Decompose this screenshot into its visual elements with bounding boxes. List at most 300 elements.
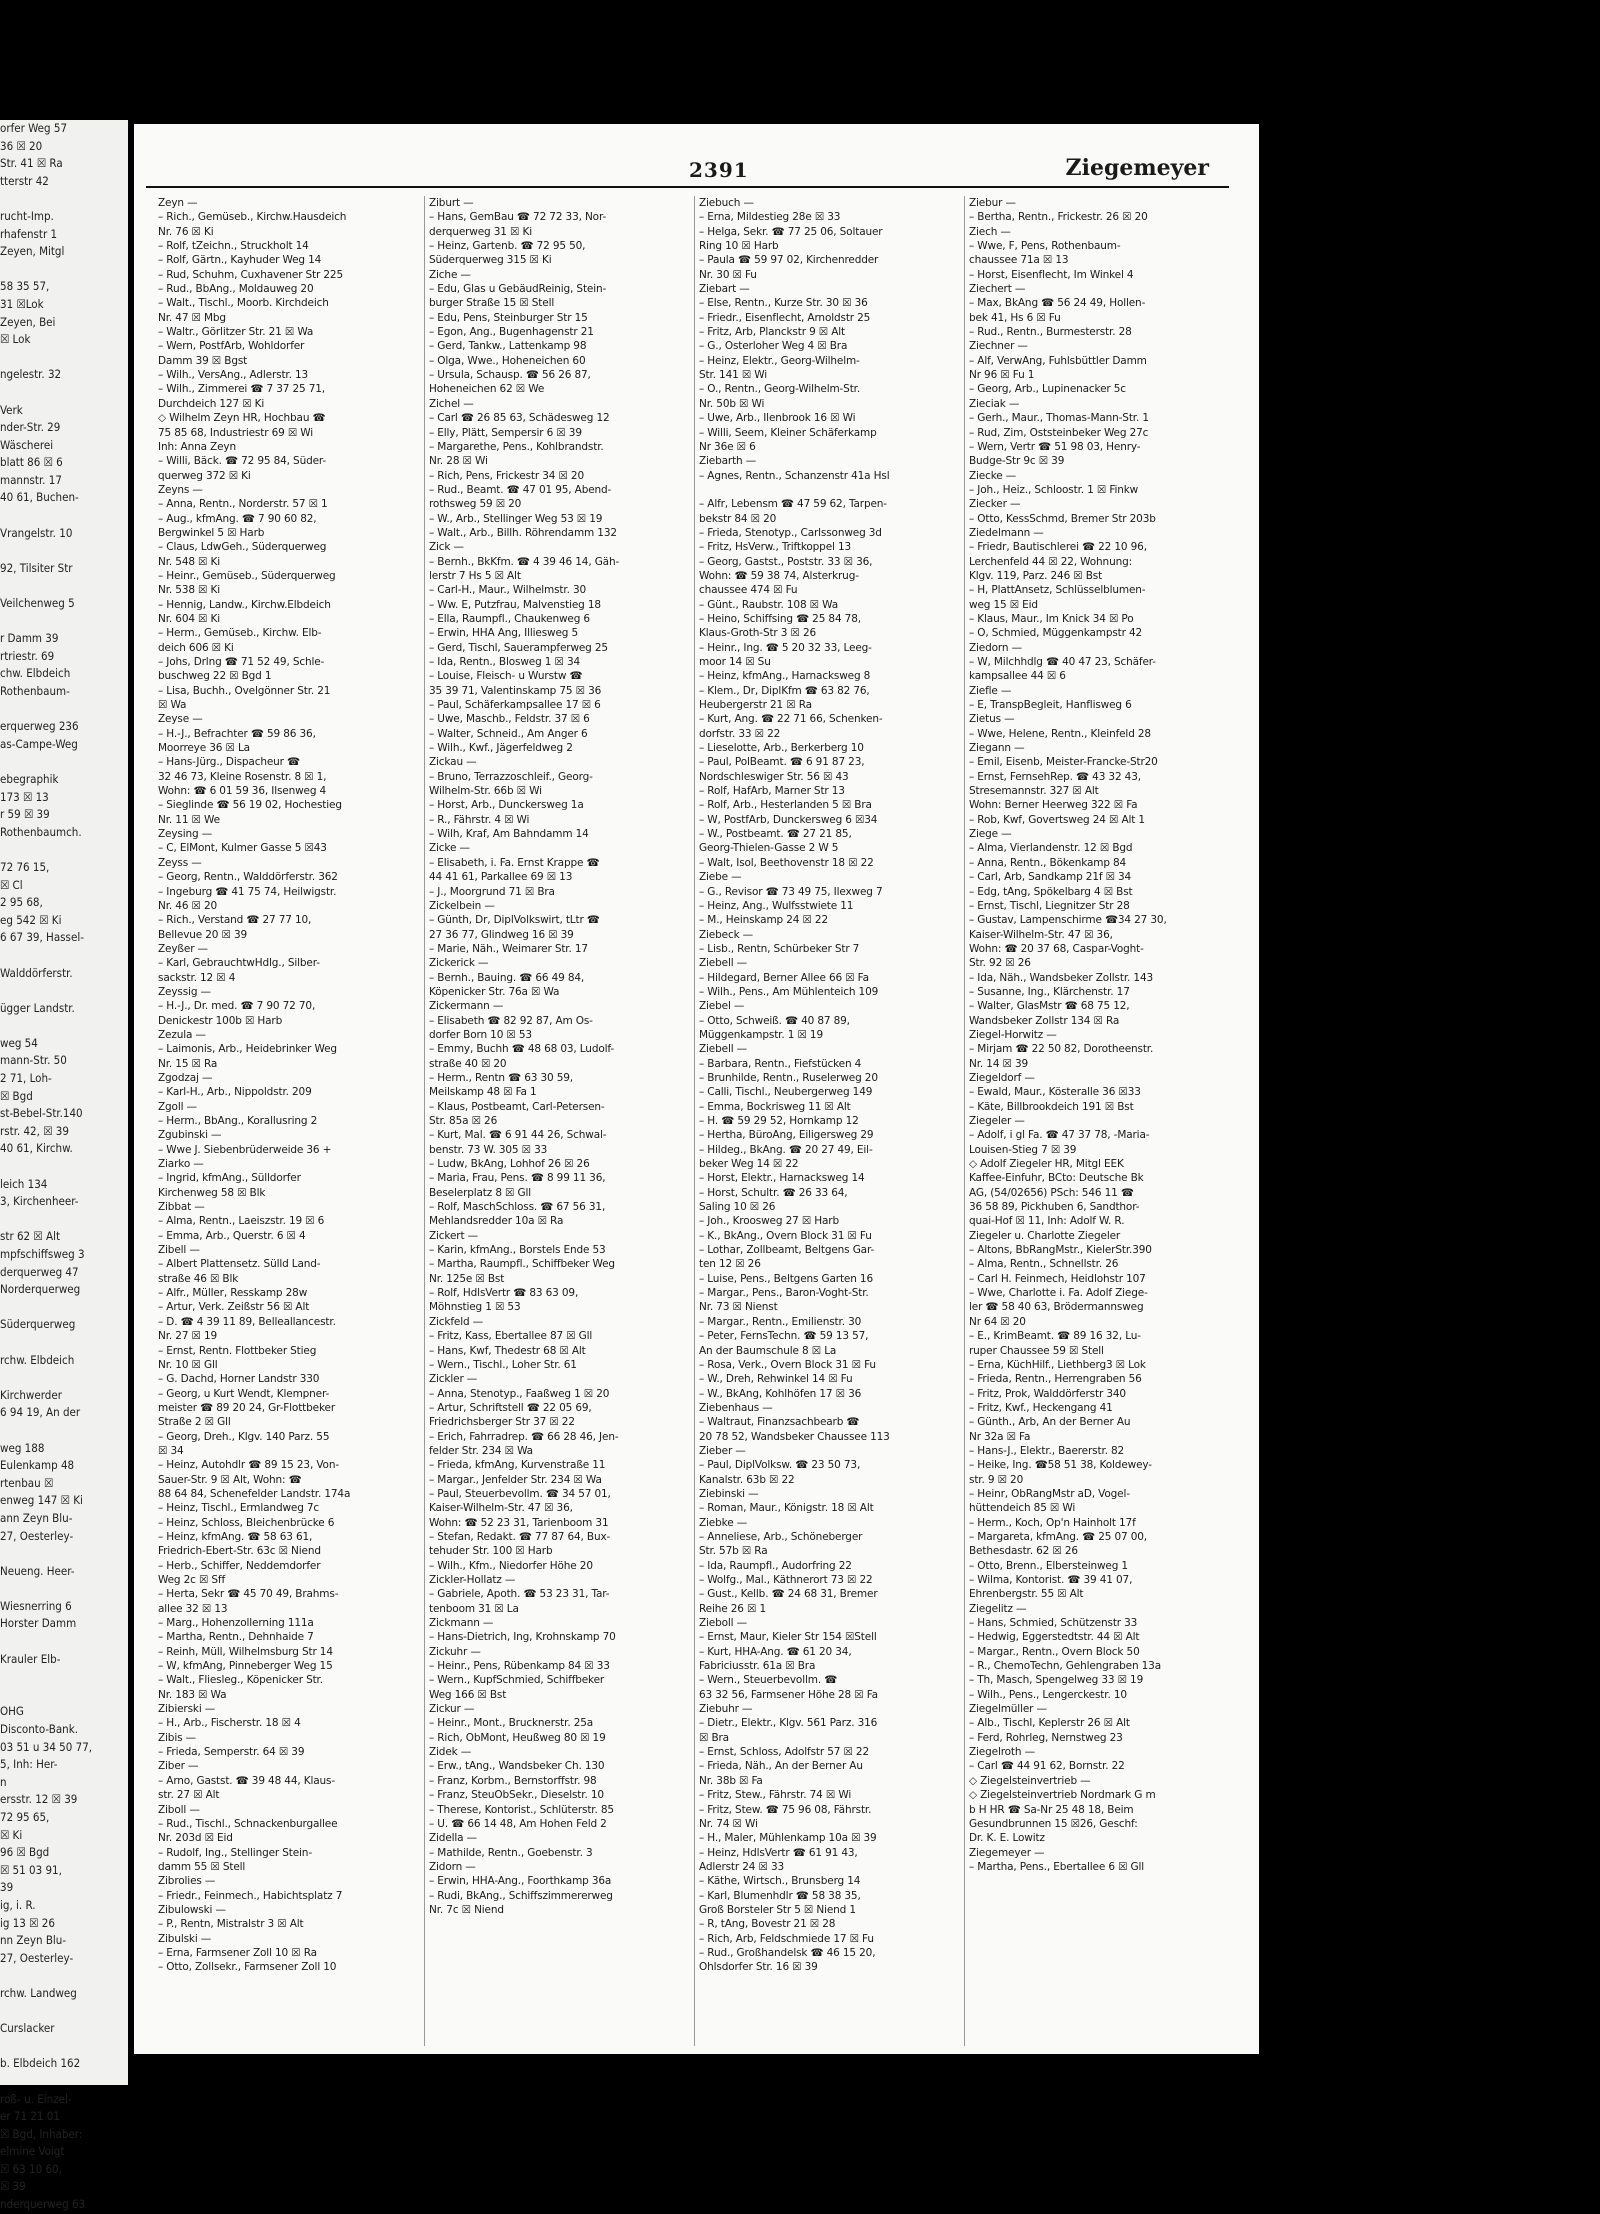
directory-entry: Nr. 30 ☒ Fu [699,268,757,281]
prev-page-line: 36 ☒ 20 [0,138,43,153]
directory-entry: – Georg, Gastst., Poststr. 33 ☒ 36, [699,555,873,568]
directory-entry: – Alb., Tischl, Keplerstr 26 ☒ Alt [969,1717,1130,1730]
directory-entry: – Agnes, Rentn., Schanzenstr 41a Hsl [699,469,890,482]
directory-entry: – Fritz, Stew. ☎ 75 96 08, Fährstr. [699,1803,872,1816]
directory-entry: Heubergerstr 21 ☒ Ra [699,699,812,712]
prev-page-line [0,1158,128,1176]
directory-entry: – Alma, Rentn., Laeiszstr. 19 ☒ 6 [158,1215,325,1228]
directory-entry: Louisen-Stieg 7 ☒ 39 [969,1143,1077,1156]
prev-page-line: ☒ 39 [0,2179,26,2194]
directory-entry: – Wilh., Kfm., Niedorfer Höhe 20 [429,1559,593,1572]
directory-entry: Dr. K. E. Lowitz [969,1832,1045,1845]
directory-entry: – Bernh., BkKfm. ☎ 4 39 46 14, Gäh- [429,555,620,568]
directory-entry: – Elisabeth, i. Fa. Ernst Krappe ☎ [429,856,600,869]
directory-entry: – Louise, Fleisch- u Wurstw ☎ [429,670,583,683]
directory-entry: Nr. 46 ☒ 20 [158,899,218,912]
directory-entry: – Heinr., Ing. ☎ 5 20 32 33, Leeg- [699,641,872,654]
directory-entry: – Rolf, tZeichn., Struckholt 14 [158,240,309,253]
directory-entry: – Herm., BbAng., Korallusring 2 [158,1115,318,1127]
directory-entry: Nr. 203d ☒ Eid [158,1832,233,1845]
directory-entry: Kaiser-Wilhelm-Str. 47 ☒ 36, [429,1502,573,1515]
directory-entry: – Käte, Billbrookdeich 191 ☒ Bst [969,1100,1134,1113]
prev-page-line: 40 61, Kirchw. [0,1141,73,1156]
surname-heading: Zickfeld — [429,1315,484,1328]
directory-entry: – Fritz, Kass, Ebertallee 87 ☒ Gll [429,1330,593,1343]
directory-entry: Beselerplatz 8 ☒ Gll [429,1186,532,1199]
directory-entry: Adlerstr 24 ☒ 33 [699,1860,785,1873]
prev-page-line: nn Zeyn Blu- [0,1933,67,1948]
directory-entry: – Wern, Vertr ☎ 51 98 03, Henry- [969,440,1141,453]
directory-entry: – Anna, Rentn., Norderstr. 57 ☒ 1 [158,498,328,511]
directory-entry: 88 64 84, Schenefelder Landstr. 174a [158,1487,351,1500]
prev-page-line: nder-Str. 29 [0,420,61,435]
directory-entry: Str. 141 ☒ Wi [699,369,768,382]
directory-entry: – Emmy, Buchh ☎ 48 68 03, Ludolf- [429,1043,614,1056]
surname-heading: Zgoll — [158,1100,197,1113]
directory-entry: Klaus-Groth-Str 3 ☒ 26 [699,627,817,640]
directory-entry: – W., Postbeamt. ☎ 27 21 85, [699,828,852,841]
directory-entry: – Fritz, Prok, Walddörferstr 340 [969,1387,1126,1400]
directory-entry: Nr. 74 ☒ Wi [699,1817,758,1830]
prev-page-line: mpfschiffsweg 3 [0,1247,85,1261]
directory-entry: – Carl ☎ 44 91 62, Bornstr. 22 [969,1760,1125,1773]
directory-entry: – Franz, Korbm., Bernstorffstr. 98 [429,1774,597,1787]
directory-entry: Nr 96 ☒ Fu 1 [969,369,1035,382]
directory-entry: – Otto, Brenn., Elbersteinweg 1 [969,1559,1128,1572]
directory-entry: Ring 10 ☒ Harb [699,240,779,253]
directory-entry: Nr. 604 ☒ Ki [158,612,221,625]
directory-entry: Meilskamp 48 ☒ Fa 1 [429,1086,537,1099]
directory-entry: – Mathilde, Rentn., Goebenstr. 3 [429,1846,593,1859]
prev-page-line: weg 54 [0,1035,38,1050]
directory-entry: Damm 39 ☒ Bgst [158,354,248,367]
directory-entry: Gesundbrunnen 15 ☒26, Geschf: [969,1817,1138,1830]
surname-heading: Ziebell — [699,957,748,970]
directory-entry: ruper Chaussee 59 ☒ Stell [969,1344,1104,1357]
directory-entry: – Rich., Verstand ☎ 27 77 10, [158,914,312,927]
surname-heading: Ziboll — [158,1803,200,1816]
directory-entry: – W., BkAng, Kohlhöfen 17 ☒ 36 [699,1387,862,1400]
directory-entry: An der Baumschule 8 ☒ La [699,1344,837,1357]
directory-entry: – Elisabeth ☎ 82 92 87, Am Os- [429,1014,593,1027]
prev-page-line: ☒ Cl [0,877,23,892]
directory-entry: – Rolf, Arb., Hesterlanden 5 ☒ Bra [699,799,872,812]
directory-entry: – Alma, Rentn., Schnellstr. 26 [969,1258,1119,1271]
surname-heading: Zieber — [699,1444,746,1457]
prev-page-line: 6 67 39, Hassel- [0,930,84,945]
directory-entry: – Karin, kfmAng., Borstels Ende 53 [429,1244,606,1257]
directory-entry: Wilhelm-Str. 66b ☒ Wi [429,785,542,798]
directory-entry: ◇ Wilhelm Zeyn HR, Hochbau ☎ [158,412,326,425]
page-number: 2391 [689,158,749,182]
directory-entry: – Karl, GebrauchtwHdlg., Silber- [158,957,320,970]
directory-entry: – Paul, Schäferkampsallee 17 ☒ 6 [429,699,601,712]
directory-entry: – Erna, Farmsener Zoll 10 ☒ Ra [158,1946,317,1959]
directory-entry: – Heinz, Schloss, Bleichenbrücke 6 [158,1516,335,1529]
directory-entry: – Ernst, Schloss, Adolfstr 57 ☒ 22 [699,1746,869,1759]
prev-page-line: Zeyen, Bei [0,314,56,329]
directory-entry: – Joh., Kroosweg 27 ☒ Harb [699,1215,839,1228]
directory-entry: – Rich, Pens, Frickestr 34 ☒ 20 [429,469,584,482]
prev-page-line [0,1211,128,1229]
directory-entry: – Bernh., Bauing. ☎ 66 49 84, [429,971,585,984]
directory-entry: – Wilh., Kwf., Jägerfeldweg 2 [429,742,573,755]
surname-heading: Zgodzaj — [158,1071,213,1084]
directory-entry: – Rud., Großhandelsk ☎ 46 15 20, [699,1946,876,1959]
directory-entry: – Margar., Jenfelder Str. 234 ☒ Wa [429,1473,602,1486]
directory-entry: Georg-Thielen-Gasse 2 W 5 [699,842,839,855]
directory-entry: – Rolf, HdlsVertr ☎ 83 63 09, [429,1287,579,1300]
directory-entry: – Ludw, BkAng, Lohhof 26 ☒ 26 [429,1158,590,1171]
surname-heading: Ziebenhaus — [699,1401,773,1414]
directory-entry: – Heinz, kfmAng. ☎ 58 63 61, [158,1530,313,1543]
prev-page-line: rtenbau ☒ [0,1475,54,1490]
directory-entry: tenboom 31 ☒ La [429,1602,519,1615]
directory-entry: – Laimonis, Arb., Heidebrinker Weg [158,1043,337,1056]
directory-entry: – Maria, Frau, Pens. ☎ 8 99 11 36, [429,1172,606,1185]
directory-entry: – Calli, Tischl., Neubergerweg 149 [699,1086,873,1099]
directory-entry: – Heinz, Tischl., Ermlandweg 7c [158,1502,320,1515]
directory-entry: – Wwe J. Siebenbrüderweide 36 + [158,1143,332,1156]
directory-entry: derquerweg 31 ☒ Ki [429,225,532,238]
directory-entry: straße 46 ☒ Blk [158,1272,239,1285]
prev-page-line: rucht-Imp. [0,208,54,223]
directory-entry: – Hans-Jürg., Dispacheur ☎ [158,756,300,769]
surname-heading: Zicke — [429,842,470,855]
prev-page-line: Eulenkamp 48 [0,1458,75,1473]
directory-entry: – Emil, Eisenb, Meister-Francke-Str20 [969,756,1158,769]
directory-entry: Lerchenfeld 44 ☒ 22, Wohnung: [969,555,1132,568]
prev-page-line: chw. Elbdeich [0,666,71,681]
prev-page-line: Norderquerweg [0,1282,81,1297]
directory-entry: – Günth, Dr, DiplVolkswirt, tLtr ☎ [429,914,600,927]
directory-entry: meister ☎ 89 20 24, Gr-Flottbeker [158,1401,336,1414]
directory-entry: – Paul, PolBeamt. ☎ 6 91 87 23, [699,756,865,769]
surname-heading: Ziarko — [158,1158,204,1171]
prev-page-line: 2 95 68, [0,895,43,910]
surname-heading: Ziecke — [969,469,1017,482]
directory-entry: Nr. 125e ☒ Bst [429,1272,505,1285]
directory-entry: – Gust., Kellb. ☎ 24 68 31, Bremer [699,1588,878,1601]
directory-entry: – Klem., Dr, DiplKfm ☎ 63 82 76, [699,684,870,697]
surname-heading: Zickau — [429,756,477,769]
directory-entry: – Georg, Dreh., Klgv. 140 Parz. 55 [158,1430,330,1443]
directory-entry: – Friedr., Eisenflecht, Arnoldstr 25 [699,311,871,324]
prev-page-line: ☒ 51 03 91, [0,1862,62,1877]
directory-entry: – Wern., KupfSchmied, Schiffbeker [429,1674,605,1687]
directory-entry: – Uwe, Maschb., Feldstr. 37 ☒ 6 [429,713,590,726]
prev-page-line: 27, Oesterley- [0,1950,74,1965]
directory-entry: – Emma, Bockrisweg 11 ☒ Alt [699,1100,851,1113]
prev-page-line: Rothenbaumch. [0,824,82,839]
directory-entry: – Erich, Fahrradrep. ☎ 66 28 46, Jen- [429,1430,619,1443]
directory-entry: – Horst, Arb., Duncker​sweg 1a [429,799,584,812]
directory-entry: – Günth., Arb, An der Berner Au [969,1416,1131,1429]
directory-entry: – Alma, Vierlandenstr. 12 ☒ Bgd [969,842,1133,855]
surname-heading: Ziebe — [699,871,742,884]
directory-entry: – Ernst, Rentn. Flottbeker Stieg [158,1344,317,1357]
prev-page-line: mannstr. 17 [0,472,62,487]
directory-entry: – Wilh, Kraf, Am Bahndamm 14 [429,828,589,841]
directory-entry: str. 27 ☒ Alt [158,1789,220,1802]
directory-entry: – Heinz, Elektr., Georg-Wilhelm- [699,354,860,367]
directory-entry: – Kurt, Mal. ☎ 6 91 44 26, Schwal- [429,1129,607,1142]
directory-entry: – Georg, u Kurt Wendt, Klempner- [158,1387,330,1400]
surname-heading: Zeyßer — [158,942,208,955]
directory-entry: deich 606 ☒ Ki [158,641,234,654]
directory-entry: – Peter, FernsTechn. ☎ 59 13 57, [699,1330,869,1343]
surname-heading: Ziegeldorf — [969,1071,1035,1084]
directory-entry: – Walt, Isol, Beethovenstr 18 ☒ 22 [699,856,874,869]
directory-entry: Str. 85a ☒ 26 [429,1115,498,1127]
surname-heading: Ziegelitz — [969,1602,1027,1615]
directory-entry: – Roman, Maur., Königstr. 18 ☒ Alt [699,1502,874,1515]
directory-entry: – Marg., Hohenzollerning 111a [158,1617,314,1630]
directory-entry: – W., Dreh, Rehwinkel 14 ☒ Fu [699,1373,853,1386]
directory-entry: 20 78 52, Wandsbeker Chaussee 113 [699,1430,890,1443]
directory-entry: – Friedr., Feinmech., Habichtsplatz 7 [158,1889,343,1902]
directory-entry: felder Str. 234 ☒ Wa [429,1444,533,1457]
directory-entry: – Albert Plattensetz. Sülld Land- [158,1258,321,1271]
directory-entry: 36 58 89, Pickhuben 6, Sandthor- [969,1201,1140,1214]
directory-entry: – Ernst, Maur, Kieler Str 154 ☒Stell [699,1631,877,1644]
prev-page-line: 72 76 15, [0,859,50,874]
directory-entry: – Otto, Schweiß. ☎ 40 87 89, [699,1014,850,1027]
directory-entry: Nr. 38b ☒ Fa [699,1774,763,1787]
surname-heading: Zickler — [429,1373,478,1386]
prev-page-line [0,701,128,719]
prev-page-line [0,1369,128,1387]
directory-entry: – Uwe, Arb., Ilenbrook 16 ☒ Wi [699,412,856,425]
prev-page-line: ig 13 ☒ 26 [0,1915,55,1930]
surname-heading: Ziegeler — [969,1115,1025,1127]
directory-entry: rothsweg 59 ☒ 20 [429,498,522,511]
column-1 [154,196,424,2046]
directory-entry: – Gerh., Maur., Thomas-Mann-Str. 1 [969,412,1149,425]
directory-entry: – H.-J., Dr. med. ☎ 7 90 72 70, [158,1000,316,1013]
prev-page-line: blatt 86 ☒ 6 [0,455,63,470]
prev-page-line [0,1668,128,1686]
directory-entry: – Rosa, Verk., Overn Block 31 ☒ Fu [699,1358,876,1371]
directory-entry: – M., Heinskamp 24 ☒ 22 [699,914,828,927]
prev-page-line: ☒ Bgd, Inhaber: [0,2126,83,2141]
surname-heading: Ziechert — [969,283,1026,296]
directory-entry: chaussee 474 ☒ Fu [699,584,798,597]
directory-entry: – W, PostfArb, Dunckersweg 6 ☒34 [699,813,878,826]
prev-page-line [0,507,128,525]
directory-entry: – Hildeg., BkAng. ☎ 20 27 49, Eil- [699,1143,873,1156]
directory-entry: – Hildegard, Berner Allee 66 ☒ Fa [699,971,869,984]
surname-heading: Ziebke — [699,1516,748,1529]
directory-entry: dorfer Born 10 ☒ 53 [429,1028,532,1041]
prev-page-line: rchw. Elbdeich [0,1352,75,1367]
surname-heading: Zibrolies — [158,1875,216,1888]
directory-entry: Nr. 7c ☒ Niend [429,1903,504,1916]
surname-heading: ◇ Ziegelsteinvertrieb — [969,1774,1091,1787]
directory-entry: – Margareta, kfmAng. ☎ 25 07 00, [969,1530,1147,1543]
surname-heading: Zeyns — [158,483,203,496]
prev-page-line: Wiesnerring 6 [0,1598,72,1613]
prev-page-line: ann Zeyn Blu- [0,1510,73,1525]
surname-heading: Ziebur — [969,197,1016,209]
directory-entry: – Heinz, Gartenb. ☎ 72 95 50, [429,240,586,253]
directory-entry: – Johs, Drlng ☎ 71 52 49, Schle- [158,656,325,668]
directory-entry: – Paul, DiplVolksw. ☎ 23 50 73, [699,1459,861,1472]
directory-entry: – Heinr., Pens, Rübenkamp 84 ☒ 33 [429,1660,610,1673]
directory-entry: Nr. 76 ☒ Ki [158,225,214,238]
directory-entry: Nr. 548 ☒ Ki [158,555,221,568]
prev-page-line: st-Bebel-Str.140 [0,1106,83,1121]
directory-entry: beker Weg 14 ☒ 22 [699,1158,799,1171]
directory-entry: querweg 372 ☒ Ki [158,469,251,482]
directory-entry: – Herta, Sekr ☎ 45 70 49, Brahms- [158,1588,339,1601]
directory-entry: – Rob, Kwf, Govertsweg 24 ☒ Alt 1 [969,813,1145,826]
directory-entry: weg 15 ☒ Eid [969,598,1038,611]
directory-entry: kampsallee 44 ☒ 6 [969,670,1066,683]
directory-entry: ☒ 34 [158,1444,184,1457]
surname-heading: Zickler-Hollatz — [429,1574,516,1586]
directory-entry: – Margarethe, Pens., Kohlbrandstr. [429,440,604,453]
surname-heading: Zidek — [429,1746,472,1759]
surname-heading: Ziebeck — [699,928,754,941]
directory-entry: Nr 64 ☒ 20 [969,1315,1026,1328]
directory-entry: – Artur, Verk. Zeißstr 56 ☒ Alt [158,1301,310,1314]
surname-heading: Zickuhr — [429,1645,481,1658]
prev-page-line: nderquerweg 63 [0,2197,86,2212]
prev-page-line: Horster Damm [0,1616,77,1631]
directory-entry: Nr 32a ☒ Fa [969,1430,1031,1443]
directory-entry: – Fritz, Arb, Planckstr 9 ☒ Alt [699,326,846,339]
directory-entry: – Wern., Tischl., Loher Str. 61 [429,1358,577,1371]
prev-page-line: Str. 41 ☒ Ra [0,156,63,171]
prev-page-line: Veilchenweg 5 [0,596,75,611]
surname-heading: Zeyn — [158,197,198,209]
directory-entry: – Otto, Zollsekr., Farmsener Zoll 10 [158,1961,337,1974]
directory-entry: – Olga, Wwe., Hoheneichen 60 [429,354,586,367]
directory-entry: – Barbara, Rentn., Fiefstücken 4 [699,1057,862,1070]
prev-page-line: Curslacker [0,2021,55,2036]
surname-heading: Zidorn — [429,1860,476,1873]
directory-entry: – Heinz, Autohdlr ☎ 89 15 23, Von- [158,1459,339,1472]
directory-entry: Friedrich-Ebert-Str. 63c ☒ Niend [158,1545,321,1558]
directory-entry: – Ernst, FernsehRep. ☎ 43 32 43, [969,770,1141,783]
prev-page-line: ig, i. R. [0,1897,36,1912]
directory-entry: – Wwe, F, Pens, Rothenbaum- [969,240,1121,253]
surname-heading: Ziebarth — [699,455,757,468]
prev-page-line: elmine Voigt [0,2144,65,2159]
directory-entry: – Ida, Näh., Wandsbeker Zollstr. 143 [969,971,1154,984]
prev-page-line: roß- u. Einzel- [0,2091,72,2106]
directory-entry: Nr. 28 ☒ Wi [429,455,488,468]
directory-entry: – Stefan, Redakt. ☎ 77 87 64, Bux- [429,1530,611,1543]
directory-entry: – Dietr., Elektr., Klgv. 561 Parz. 316 [699,1717,878,1730]
prev-page-line [0,1422,128,1440]
prev-page-line: Wäscherei [0,437,54,452]
prev-page-line [0,349,128,367]
directory-entry: Süderquerweg 315 ☒ Ki [429,254,552,267]
prev-page-line: rhafenstr 1 [0,226,58,241]
directory-entry: – Adolf, i gl Fa. ☎ 47 37 78, -Maria- [969,1129,1150,1142]
surname-heading: Ziecker — [969,498,1021,511]
directory-entry: – Wilh., Zimmerei ☎ 7 37 25 71, [158,383,325,396]
directory-entry: tehuder Str. 100 ☒ Harb [429,1545,553,1558]
surname-heading: Ziebel — [699,1000,745,1013]
directory-entry: – Rud, Zim, Oststeinbeker Weg 27c [969,426,1149,439]
directory-entry: ◇ Ziegelsteinvertrieb Nordmark G m [969,1789,1156,1802]
directory-entry: – G., Revisor ☎ 73 49 75, Ilexweg 7 [699,885,883,898]
directory-entry: Nr. 10 ☒ Gll [158,1358,218,1371]
directory-entry: – Helga, Sekr. ☎ 77 25 06, Soltauer [699,225,883,238]
prev-page-line: tterstr 42 [0,173,49,188]
surname-heading: Zidella — [429,1832,477,1845]
surname-heading: Zieciak — [969,397,1020,410]
directory-entry: – H, PlattAnsetz, Schlüsselblumen- [969,584,1146,597]
directory-entry: Kanalstr. 63b ☒ 22 [699,1473,795,1486]
directory-entry: – Karl, Blumenhdlr ☎ 58 38 35, [699,1889,861,1902]
directory-entry: – Friedr, Bautischlerei ☎ 22 10 96, [969,541,1147,554]
directory-entry: Nr. 11 ☒ We [158,813,220,826]
directory-entry: – Herm., Koch, Op'n Hainholt 17f [969,1516,1136,1529]
directory-entry: – Horst, Eisenflecht, Im Winkel 4 [969,268,1134,281]
directory-entry: Nordschleswiger Str. 56 ☒ 43 [699,770,849,783]
directory-entry: sackstr. 12 ☒ 4 [158,971,236,984]
directory-entry: – Heinz, kfmAng., Harnacksweg 8 [699,670,871,683]
directory-entry: – Marie, Näh., Weimarer Str. 17 [429,942,588,955]
prev-page-line: rtriestr. 69 [0,648,55,663]
prev-page-line: 40 61, Buchen- [0,490,79,505]
directory-entry: Saling 10 ☒ 26 [699,1201,776,1214]
directory-entry: Wohn: ☎ 20 37 68, Caspar-Voght- [969,942,1144,955]
prev-page-line [0,577,128,595]
surname-heading: Zeyssig — [158,985,211,998]
directory-entry: – Rolf, Gärtn., Kayhuder Weg 14 [158,254,322,267]
directory-entry: – Carl ☎ 26 85 63, Schädesweg 12 [429,412,610,425]
previous-page-edge [0,120,128,2212]
directory-entry: – Kurt, HHA-Ang. ☎ 61 20 34, [699,1645,852,1658]
directory-entry: – Klaus, Postbeamt, Carl-Petersen- [429,1100,605,1113]
directory-entry: – Hans, GemBau ☎ 72 72 33, Nor- [429,211,607,224]
directory-entry: 75 85 68, Industriestr 69 ☒ Wi [158,426,314,439]
directory-entry: Bellevue 20 ☒ 39 [158,928,248,941]
directory-entry: – Ida, Rentn., Blosweg 1 ☒ 34 [429,656,581,668]
directory-entry: – Bruno, Terrazzoschleif., Georg- [429,770,593,783]
prev-page-line: rchw. Landweg [0,1985,77,2000]
directory-entry: – J., Moorgrund 71 ☒ Bra [429,885,555,898]
prev-page-line [0,1967,128,1985]
directory-entry: – Rud., Tischl., Schnackenburgallee [158,1817,338,1830]
directory-entry: – Ella, Raumpfl., Chaukenweg 6 [429,612,590,625]
prev-page-line: Rothenbaum- [0,684,70,698]
surname-heading: Ziechner — [969,340,1028,353]
surname-heading: Ziefle — [969,684,1012,697]
prev-page-line [0,2003,128,2021]
directory-entry: Wohn: ☎ 6 01 59 36, Ilsenweg 4 [158,785,327,798]
directory-entry: Moorreye 36 ☒ La [158,742,250,755]
directory-entry: – Carl-H., Maur., Wilhelmstr. 30 [429,584,587,597]
surname-heading: Zeysing — [158,828,213,841]
prev-page-line: Walddörferstr. [0,965,73,980]
prev-page-line [0,841,128,859]
directory-entry: – Erw., tAng., Wandsbeker Ch. 130 [429,1760,605,1773]
directory-entry: – Gabriele, Apoth. ☎ 53 23 31, Tar- [429,1588,610,1601]
directory-entry: – Fritz, Stew., Fährstr. 74 ☒ Wi [699,1789,852,1802]
prev-page-line: derquerweg 47 [0,1264,79,1279]
prev-page-line: n [0,1774,7,1789]
surname-heading: Zgubinski — [158,1129,222,1142]
prev-page-line: 27, Oesterley- [0,1528,74,1543]
directory-entry: Kaffee-Einfuhr, BCto: Deutsche Bk [969,1172,1144,1185]
prev-page-line: ☒ 63 10 60, [0,2161,62,2176]
